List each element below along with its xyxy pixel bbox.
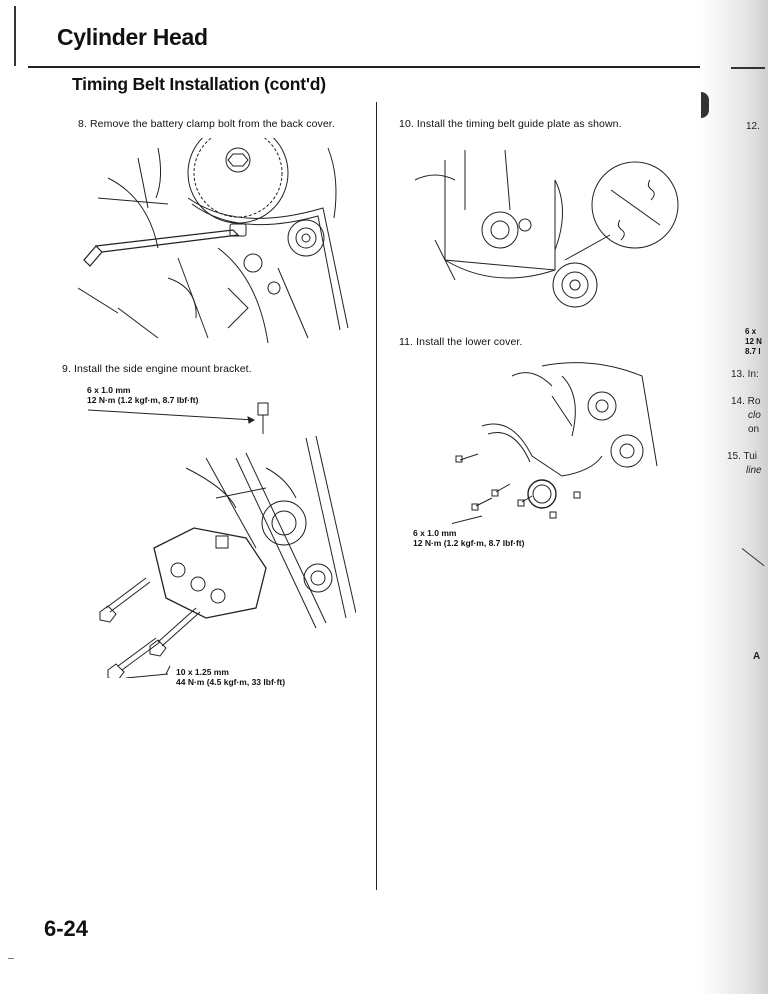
binding-edge (14, 6, 16, 66)
figure-lower-cover (452, 356, 662, 526)
adjacent-step-14-line-3: on (748, 424, 760, 435)
adjacent-step-12: 12. (746, 121, 760, 132)
adjacent-step-15-line-2: line (746, 465, 762, 476)
figure-side-engine-mount-bracket (86, 398, 356, 678)
spec-large-size: 10 x 1.25 mm (176, 667, 229, 677)
page-subtitle: Timing Belt Installation (cont'd) (72, 74, 326, 94)
column-divider (376, 102, 377, 890)
step-11-text: 11. Install the lower cover. (399, 336, 523, 348)
adjacent-label-a: A (753, 651, 761, 662)
step-9-text: 9. Install the side engine mount bracket. (62, 363, 252, 375)
spec-large-torque: 44 N·m (4.5 kgf·m, 33 lbf·ft) (176, 677, 286, 687)
figure-battery-clamp-bolt (78, 138, 358, 348)
header-rule (28, 66, 700, 68)
adjacent-step-13: 13. In: (731, 369, 759, 380)
spec-cover-torque: 12 N·m (1.2 kgf·m, 8.7 lbf·ft) (413, 538, 525, 548)
page-tab-marker (701, 92, 709, 118)
adjacent-page-rule (731, 67, 765, 69)
spec-small-torque: 12 N·m (1.2 kgf·m, 8.7 lbf·ft) (87, 395, 199, 405)
adjacent-spec-torque-2: 8.7 l (745, 347, 761, 356)
adjacent-spec-size: 6 x (745, 327, 757, 336)
spec-cover-size: 6 x 1.0 mm (413, 528, 457, 538)
section-title: Cylinder Head (57, 24, 208, 50)
adjacent-step-15: 15. Tui (727, 451, 758, 462)
adjacent-step-14-line-2: clo (748, 410, 761, 421)
spec-small-size: 6 x 1.0 mm (87, 385, 131, 395)
page-number: 6-24 (44, 916, 89, 941)
figure-timing-belt-guide-plate (405, 150, 690, 310)
scan-mark (8, 958, 14, 959)
adjacent-spec-torque-1: 12 N (745, 337, 762, 346)
adjacent-step-14: 14. Ro (731, 396, 761, 407)
step-10-text: 10. Install the timing belt guide plate as shown. (399, 118, 622, 130)
step-8-text: 8. Remove the battery clamp bolt from the back cover. (78, 118, 335, 130)
adjacent-page-edge (700, 0, 768, 994)
